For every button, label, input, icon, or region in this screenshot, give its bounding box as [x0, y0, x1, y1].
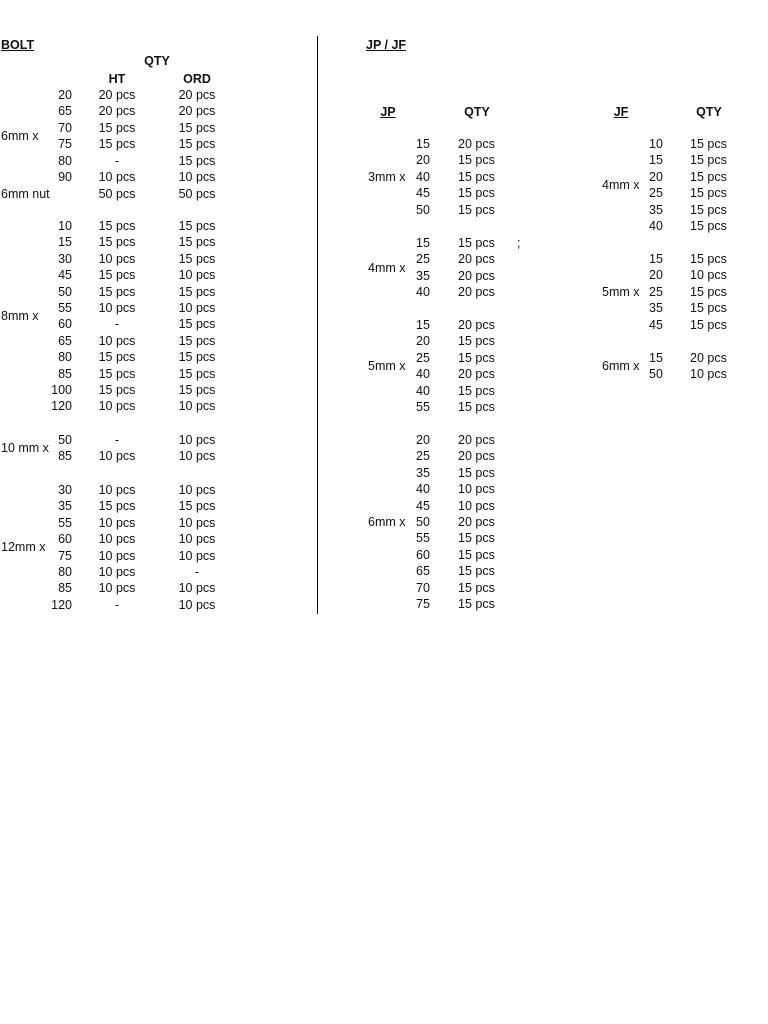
jf-qty: 15 pcs [690, 203, 727, 217]
jf-length: 20 [649, 268, 663, 282]
jp-qty: 20 pcs [458, 252, 495, 266]
jp-qty: 15 pcs [458, 581, 495, 595]
jp-qty-header: QTY [464, 105, 490, 119]
jf-size-label: 4mm x [602, 178, 640, 192]
jp-qty: 15 pcs [458, 170, 495, 184]
bolt-length: 10 [58, 219, 72, 233]
bolt-ht-qty: 10 pcs [98, 549, 136, 563]
bolt-length: 45 [58, 268, 72, 282]
bolt-ord-qty: 15 pcs [178, 367, 216, 381]
bolt-length: 100 [51, 383, 72, 397]
jp-length: 75 [416, 597, 430, 611]
jp-length: 25 [416, 449, 430, 463]
stray-mark: ; [517, 236, 521, 250]
jf-qty: 15 pcs [690, 137, 727, 151]
bolt-ht-qty: 10 pcs [98, 581, 136, 595]
jf-qty: 10 pcs [690, 367, 727, 381]
jp-qty: 20 pcs [458, 318, 495, 332]
jp-qty: 15 pcs [458, 236, 495, 250]
jp-length: 40 [416, 384, 430, 398]
jf-qty: 15 pcs [690, 285, 727, 299]
bolt-length: 65 [58, 334, 72, 348]
bolt-ord-qty: 15 pcs [178, 235, 216, 249]
bolt-length: 15 [58, 235, 72, 249]
bolt-ht-header: HT [108, 72, 126, 86]
bolt-ht-qty: 20 pcs [98, 88, 136, 102]
bolt-ht-qty: 10 pcs [98, 532, 136, 546]
bolt-ht-qty: 15 pcs [98, 350, 136, 364]
bolt-qty-header: QTY [144, 54, 170, 68]
jp-qty: 20 pcs [458, 269, 495, 283]
bolt-ord-qty: 15 pcs [178, 154, 216, 168]
jf-qty: 15 pcs [690, 153, 727, 167]
bolt-ord-qty: 10 pcs [178, 433, 216, 447]
bolt-ht-qty: 10 pcs [98, 449, 136, 463]
bolt-ord-qty: 10 pcs [178, 516, 216, 530]
jp-qty: 15 pcs [458, 548, 495, 562]
jp-qty: 15 pcs [458, 597, 495, 611]
bolt-ord-qty: 10 pcs [178, 598, 216, 612]
jf-length: 25 [649, 285, 663, 299]
jp-length: 40 [416, 170, 430, 184]
jp-length: 40 [416, 285, 430, 299]
jp-length: 25 [416, 252, 430, 266]
bolt-length: 50 [58, 285, 72, 299]
bolt-length: 30 [58, 252, 72, 266]
jp-qty: 15 pcs [458, 384, 495, 398]
bolt-length: 60 [58, 317, 72, 331]
jp-length: 15 [416, 137, 430, 151]
jf-qty: 20 pcs [690, 351, 727, 365]
bolt-size-label: 6mm x [1, 129, 39, 143]
bolt-ord-qty: 10 pcs [178, 301, 216, 315]
bolt-ht-qty: 15 pcs [98, 235, 136, 249]
bolt-size-label: 12mm x [1, 540, 46, 554]
jp-qty: 15 pcs [458, 153, 495, 167]
bolt-length: 35 [58, 499, 72, 513]
jf-qty: 15 pcs [690, 301, 727, 315]
jp-qty: 15 pcs [458, 186, 495, 200]
bolt-ht-qty: - [114, 154, 120, 168]
jf-size-label: 5mm x [602, 285, 640, 299]
bolt-ord-qty: 15 pcs [178, 334, 216, 348]
bolt-length: 85 [58, 581, 72, 595]
bolt-ht-qty: - [114, 598, 120, 612]
jp-length: 45 [416, 186, 430, 200]
jp-length: 55 [416, 400, 430, 414]
jp-length: 20 [416, 153, 430, 167]
bolt-ord-qty: 15 pcs [178, 252, 216, 266]
bolt-ht-qty: 10 pcs [98, 516, 136, 530]
bolt-ht-qty: 10 pcs [98, 399, 136, 413]
bolt-ord-qty: 15 pcs [178, 317, 216, 331]
jf-length: 25 [649, 186, 663, 200]
jp-qty: 15 pcs [458, 466, 495, 480]
jf-length: 10 [649, 137, 663, 151]
bolt-length: 70 [58, 121, 72, 135]
bolt-ord-qty: 10 pcs [178, 170, 216, 184]
jp-qty: 20 pcs [458, 137, 495, 151]
jp-qty: 10 pcs [458, 482, 495, 496]
jp-qty: 20 pcs [458, 515, 495, 529]
bolt-size-label: 6mm nut [1, 187, 50, 201]
jp-qty: 15 pcs [458, 531, 495, 545]
jf-qty: 15 pcs [690, 252, 727, 266]
bolt-length: 90 [58, 170, 72, 184]
jp-length: 15 [416, 318, 430, 332]
bolt-ht-qty: 10 pcs [98, 483, 136, 497]
jp-qty: 10 pcs [458, 499, 495, 513]
bolt-ord-qty: 15 pcs [178, 350, 216, 364]
bolt-ord-header: ORD [183, 72, 211, 86]
bolt-ord-qty: 10 pcs [178, 399, 216, 413]
bolt-ht-qty: 15 pcs [98, 383, 136, 397]
jp-qty: 20 pcs [458, 285, 495, 299]
jp-length: 20 [416, 334, 430, 348]
bolt-ord-qty: 15 pcs [178, 499, 216, 513]
bolt-ord-qty: 10 pcs [178, 483, 216, 497]
bolt-length: 80 [58, 154, 72, 168]
jp-length: 50 [416, 203, 430, 217]
jp-length: 35 [416, 269, 430, 283]
jp-length: 20 [416, 433, 430, 447]
bolt-length: 60 [58, 532, 72, 546]
jp-qty: 20 pcs [458, 449, 495, 463]
jp-length: 25 [416, 351, 430, 365]
jf-length: 15 [649, 351, 663, 365]
bolt-ht-qty: 15 pcs [98, 268, 136, 282]
bolt-length: 85 [58, 449, 72, 463]
bolt-ord-qty: 20 pcs [178, 88, 216, 102]
bolt-ord-qty: 15 pcs [178, 383, 216, 397]
bolt-ord-qty: 10 pcs [178, 532, 216, 546]
jf-qty-header: QTY [696, 105, 722, 119]
jp-size-label: 5mm x [368, 359, 406, 373]
bolt-length: 55 [58, 301, 72, 315]
bolt-ht-qty: 20 pcs [98, 104, 136, 118]
jf-qty: 15 pcs [690, 186, 727, 200]
jp-length: 65 [416, 564, 430, 578]
jf-length: 45 [649, 318, 663, 332]
bolt-ord-qty: 10 pcs [178, 549, 216, 563]
jp-qty: 15 pcs [458, 400, 495, 414]
jf-length: 20 [649, 170, 663, 184]
jp-length: 40 [416, 367, 430, 381]
jpjf-title: JP / JF [366, 38, 407, 52]
jp-length: 45 [416, 499, 430, 513]
bolt-length: 85 [58, 367, 72, 381]
bolt-ht-qty: 10 pcs [98, 170, 136, 184]
jp-length: 15 [416, 236, 430, 250]
jp-header: JP [380, 105, 396, 119]
bolt-ht-qty: 10 pcs [98, 252, 136, 266]
bolt-length: 30 [58, 483, 72, 497]
jf-length: 15 [649, 153, 663, 167]
jp-length: 35 [416, 466, 430, 480]
bolt-ord-qty: 20 pcs [178, 104, 216, 118]
bolt-ht-qty: 15 pcs [98, 285, 136, 299]
jp-size-label: 3mm x [368, 170, 406, 184]
jf-length: 35 [649, 203, 663, 217]
bolt-size-label: 8mm x [1, 309, 39, 323]
bolt-length: 50 [58, 433, 72, 447]
jf-qty: 10 pcs [690, 268, 727, 282]
bolt-ord-qty: 50 pcs [178, 187, 216, 201]
bolt-ord-qty: 10 pcs [178, 268, 216, 282]
jp-qty: 20 pcs [458, 433, 495, 447]
bolt-ord-qty: 10 pcs [178, 449, 216, 463]
bolt-ht-qty: 15 pcs [98, 121, 136, 135]
bolt-ord-qty: - [194, 565, 200, 579]
bolt-length: 55 [58, 516, 72, 530]
bolt-length: 80 [58, 350, 72, 364]
bolt-title: BOLT [1, 38, 35, 52]
jp-qty: 15 pcs [458, 334, 495, 348]
jp-qty: 15 pcs [458, 564, 495, 578]
bolt-length: 80 [58, 565, 72, 579]
jp-qty: 15 pcs [458, 203, 495, 217]
jf-length: 35 [649, 301, 663, 315]
bolt-length: 65 [58, 104, 72, 118]
jp-length: 50 [416, 515, 430, 529]
bolt-ord-qty: 15 pcs [178, 219, 216, 233]
column-divider [317, 36, 318, 614]
bolt-length: 75 [58, 137, 72, 151]
bolt-ht-qty: 15 pcs [98, 137, 136, 151]
jp-length: 55 [416, 531, 430, 545]
bolt-length: 75 [58, 549, 72, 563]
bolt-ht-qty: - [114, 433, 120, 447]
jf-header: JF [613, 105, 629, 119]
bolt-ht-qty: 15 pcs [98, 367, 136, 381]
bolt-length: 20 [58, 88, 72, 102]
bolt-ht-qty: 10 pcs [98, 334, 136, 348]
bolt-length: 120 [51, 598, 72, 612]
bolt-ht-qty: 10 pcs [98, 565, 136, 579]
jf-qty: 15 pcs [690, 318, 727, 332]
jp-qty: 20 pcs [458, 367, 495, 381]
jp-length: 70 [416, 581, 430, 595]
jf-size-label: 6mm x [602, 359, 640, 373]
jf-length: 15 [649, 252, 663, 266]
bolt-ord-qty: 15 pcs [178, 137, 216, 151]
jf-length: 50 [649, 367, 663, 381]
jf-qty: 15 pcs [690, 219, 727, 233]
bolt-ht-qty: 10 pcs [98, 301, 136, 315]
bolt-ht-qty: - [114, 317, 120, 331]
jp-length: 60 [416, 548, 430, 562]
jp-qty: 15 pcs [458, 351, 495, 365]
jp-size-label: 6mm x [368, 515, 406, 529]
bolt-ht-qty: 50 pcs [98, 187, 136, 201]
bolt-ht-qty: 15 pcs [98, 499, 136, 513]
bolt-ord-qty: 15 pcs [178, 121, 216, 135]
jp-length: 40 [416, 482, 430, 496]
bolt-ord-qty: 15 pcs [178, 285, 216, 299]
bolt-length: 120 [51, 399, 72, 413]
bolt-ord-qty: 10 pcs [178, 581, 216, 595]
jf-length: 40 [649, 219, 663, 233]
bolt-ht-qty: 15 pcs [98, 219, 136, 233]
bolt-size-label: 10 mm x [1, 441, 49, 455]
jf-qty: 15 pcs [690, 170, 727, 184]
jp-size-label: 4mm x [368, 261, 406, 275]
